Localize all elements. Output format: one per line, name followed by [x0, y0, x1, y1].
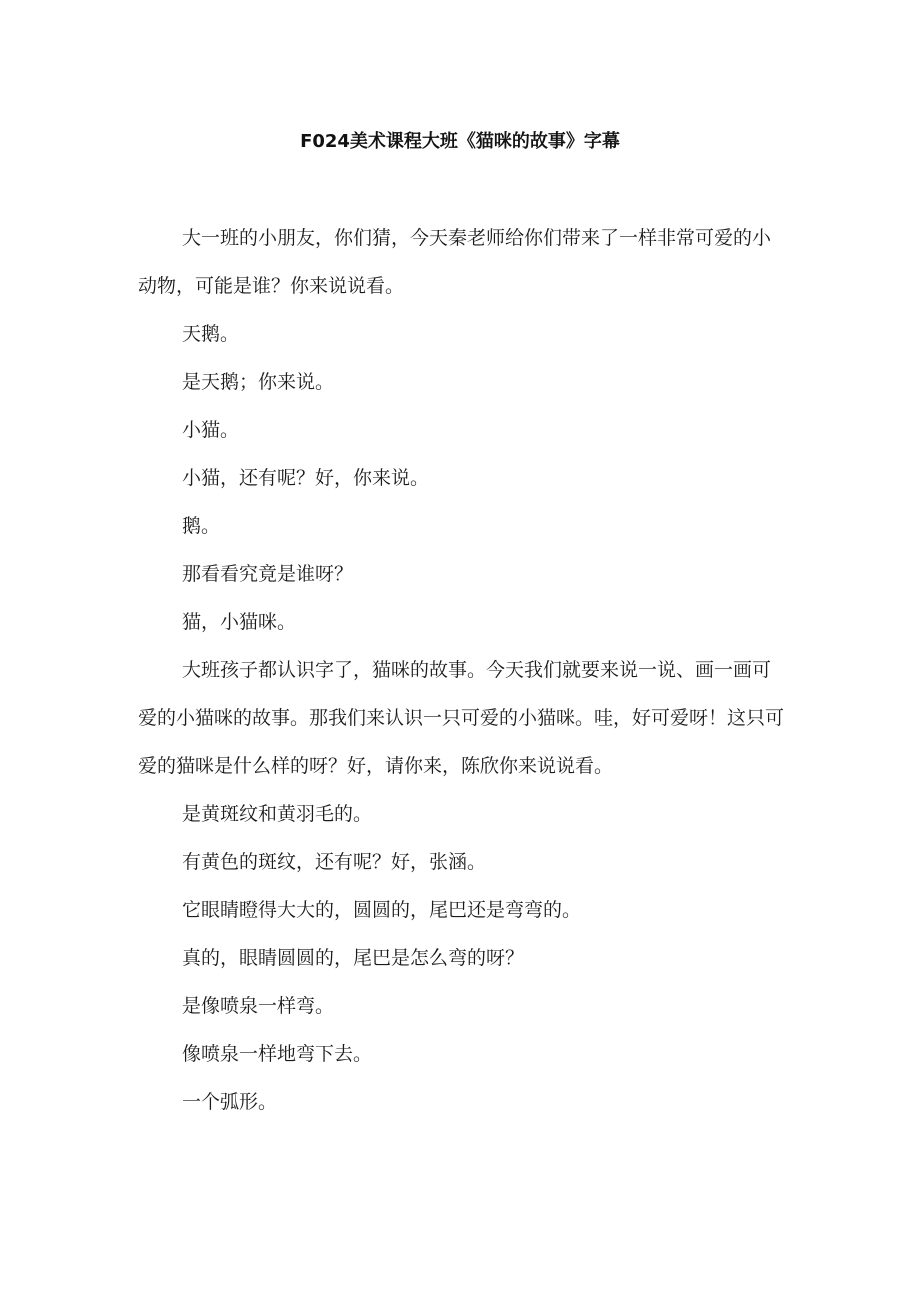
paragraph: 那看看究竟是谁呀？: [182, 563, 354, 585]
paragraph: 是像喷泉一样弯。: [182, 995, 335, 1017]
paragraph: 是天鹅；你来说。: [182, 371, 335, 393]
paragraph: 一个弧形。: [182, 1091, 278, 1113]
paragraph: 大班孩子都认识字了，猫咪的故事。今天我们就要来说一说、画一画可爱的小猫咪的故事。那我们来认识一只可爱的小猫咪。哇，好可爱呀！这只可爱的猫咪是什么样的呀？好，请你来，陈欣你来说说看。: [138, 659, 785, 777]
paragraph: 小猫。: [182, 419, 240, 441]
paragraph: 大一班的小朋友，你们猜，今天秦老师给你们带来了一样非常可爱的小动物，可能是谁？你来说说看。: [138, 227, 772, 297]
paragraph: 像喷泉一样地弯下去。: [182, 1043, 373, 1065]
paragraph: 有黄色的斑纹，还有呢？好，张涵。: [182, 851, 487, 873]
paragraph: 是黄斑纹和黄羽毛的。: [182, 803, 373, 825]
document-title: F024美术课程大班《猫咪的故事》字幕: [300, 131, 620, 152]
paragraph: 它眼睛瞪得大大的，圆圆的，尾巴还是弯弯的。: [182, 899, 582, 921]
paragraph: 真的，眼睛圆圆的，尾巴是怎么弯的呀？: [182, 947, 525, 969]
paragraph: 天鹅。: [182, 323, 240, 345]
paragraph: 小猫，还有呢？好，你来说。: [182, 467, 430, 489]
document-body: [138, 214, 786, 1126]
paragraph: 鹅。: [182, 515, 221, 537]
paragraph: 猫，小猫咪。: [182, 611, 297, 633]
